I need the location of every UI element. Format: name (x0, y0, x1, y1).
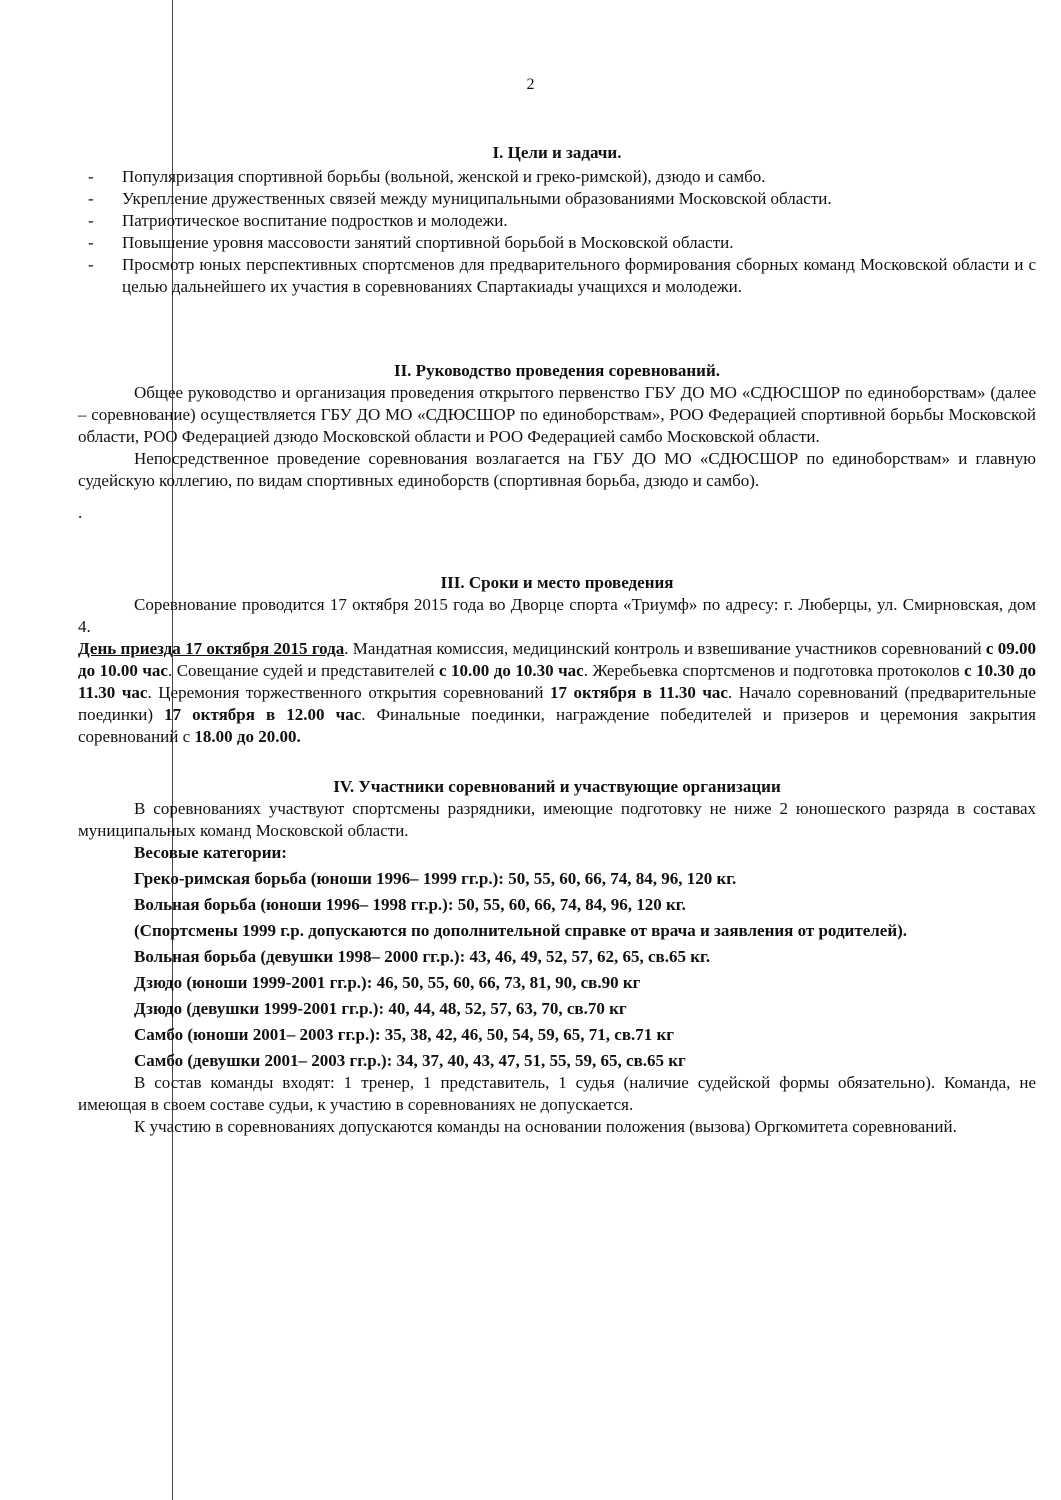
management-paragraph-2: Непосредственное проведение соревнования возлагается на ГБУ ДО МО «СДЮСШОР по единоборствам» и главную судейскую коллегию, по видам спортивных единоборств (спортивная борьба, дзюдо и самбо). (78, 449, 1036, 490)
list-item: - Укрепление дружественных связей между муниципальными образованиями Московской области. (78, 188, 1036, 210)
page-number: 2 (526, 76, 535, 93)
section-goals-title: I. Цели и задачи. (492, 143, 622, 162)
weight-category: Дзюдо (девушки 1999-2001 гг.р.): 40, 44, 48, 52, 57, 63, 70, св.70 кг (134, 999, 627, 1018)
list-item: - Просмотр юных перспективных спортсменов для предварительного формирования сборных команд Московской области и с целью дальнейшего их участия в соревнованиях Спартакиады учащихся и молодежи. (78, 254, 1036, 298)
schedule-time: с 10.00 до 10.30 час (439, 661, 584, 680)
weight-category: Самбо (девушки 2001– 2003 гг.р.): 34, 37, 40, 43, 47, 51, 55, 59, 65, св.65 кг (134, 1051, 686, 1070)
participants-paragraph: В соревнованиях участвуют спортсмены разрядники, имеющие подготовку не ниже 2 юношеского разряда в составах муниципальных команд Московской области. (78, 799, 1036, 840)
schedule-time: с 10.30 до 11.30 час (78, 661, 1037, 702)
stray-mark: . (78, 503, 83, 522)
section-dates-venue (78, 572, 1036, 748)
schedule-text: . Мандатная комиссия, медицинский контроль и взвешивание участников соревнований (344, 639, 986, 658)
weight-category: Вольная борьба (юноши 1996– 1998 гг.р.): 50, 55, 60, 66, 74, 84, 96, 120 кг. (134, 895, 686, 914)
section-goals (78, 142, 1036, 298)
document-body (78, 142, 1036, 1138)
schedule-time: с 09.00 до 10.00 час (78, 639, 1036, 680)
management-paragraph-1: Общее руководство и организация проведения открытого первенство ГБУ ДО МО «СДЮСШОР по единоборствам» (далее – соревнование) осуществляется ГБУ ДО МО «СДЮСШОР по единоборствам», РОО Федерацией спортивной борьбы Московской области, РОО Федерацией дзюдо Московской области и РОО Федерацией самбо Московской области. (78, 383, 1036, 446)
weight-category: Вольная борьба (девушки 1998– 2000 гг.р.): 43, 46, 49, 52, 57, 62, 65, св.65 кг. (134, 947, 711, 966)
list-item: - Патриотическое воспитание подростков и молодежи. (78, 210, 1036, 232)
schedule-time: 17 октября в 12.00 час (164, 705, 362, 724)
schedule-text: . Совещание судей и представителей (167, 661, 439, 680)
section-management-title: II. Руководство проведения соревнований. (393, 361, 721, 380)
section-dates-title: III. Сроки и место проведения (440, 573, 674, 592)
weight-category-note: (Спортсмены 1999 г.р. допускаются по дополнительной справке от врача и заявления от родителей). (134, 921, 908, 940)
weight-category: Греко-римская борьба (юноши 1996– 1999 гг.р.): 50, 55, 60, 66, 74, 84, 96, 120 кг. (134, 869, 737, 888)
goals-list (78, 166, 1036, 298)
team-composition-paragraph: В состав команды входят: 1 тренер, 1 представитель, 1 судья (наличие судейской формы обязательно). Команда, не имеющая в своем составе судьи, к участию в соревнованиях не допускается. (78, 1073, 1036, 1114)
section-participants-title: IV. Участники соревнований и участвующие организации (333, 777, 781, 796)
schedule-text: . Начало соревнований (предварительные поединки) (78, 683, 1036, 724)
section-management (78, 360, 1036, 524)
schedule-time: 17 октября в 11.30 час (549, 683, 728, 702)
schedule-text: . Жеребьевка спортсменов и подготовка протоколов (583, 661, 965, 680)
weight-categories-title: Весовые категории: (134, 843, 287, 862)
section-participants (78, 776, 1036, 1138)
schedule-text: . Финальные поединки, награждение победителей и призеров и церемония закрытия соревнований с (78, 705, 1036, 746)
weight-category: Дзюдо (юноши 1999-2001 гг.р.): 46, 50, 55, 60, 66, 73, 81, 90, св.90 кг (134, 973, 641, 992)
weight-category: Самбо (юноши 2001– 2003 гг.р.): 35, 38, 42, 46, 50, 54, 59, 65, 71, св.71 кг (134, 1025, 675, 1044)
list-item: - Популяризация спортивной борьбы (вольной, женской и греко-римской), дзюдо и самбо. (78, 166, 1036, 188)
list-item: - Повышение уровня массовости занятий спортивной борьбой в Московской области. (78, 232, 1036, 254)
admission-paragraph: К участию в соревнованиях допускаются команды на основании положения (вызова) Оргкомитета соревнований. (134, 1117, 957, 1136)
venue-paragraph: Соревнование проводится 17 октября 2015 года во Дворце спорта «Триумф» по адресу: г. Люберцы, ул. Смирновская, дом 4. (78, 595, 1036, 636)
schedule-text: . Церемония торжественного открытия соревнований (147, 683, 550, 702)
arrival-day-label: День приезда 17 октября 2015 года (78, 639, 345, 658)
schedule-paragraph (78, 638, 1036, 748)
schedule-time: 18.00 до 20.00. (194, 727, 301, 746)
